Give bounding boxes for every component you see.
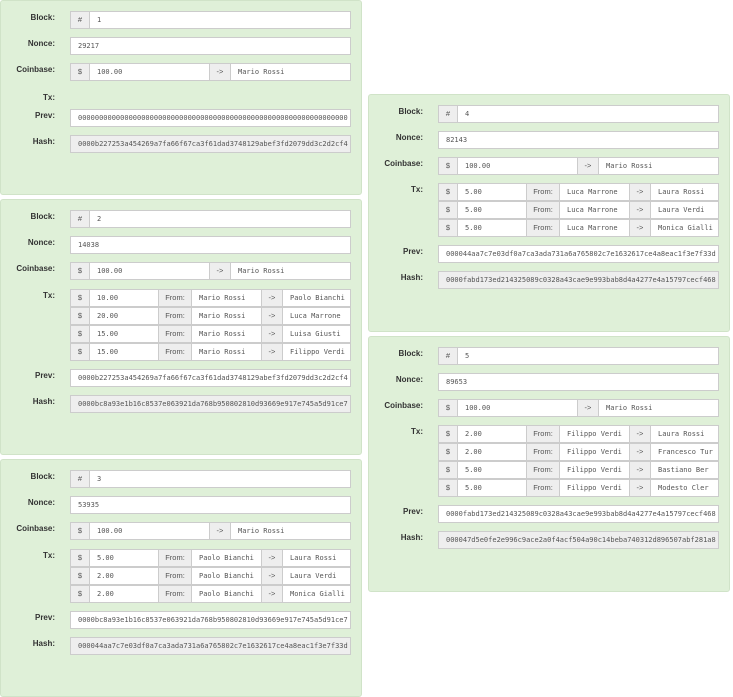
tx-amount-input[interactable]: 20.00 bbox=[89, 307, 159, 325]
dollar-addon: $ bbox=[70, 522, 90, 540]
tx-row bbox=[369, 461, 729, 479]
nonce-input[interactable]: 14038 bbox=[70, 236, 351, 254]
tx-row bbox=[1, 289, 361, 307]
block-row bbox=[1, 470, 361, 488]
coinbase-amount-input[interactable]: 100.00 bbox=[89, 522, 210, 540]
arrow-addon: -> bbox=[261, 289, 283, 307]
nonce-row bbox=[369, 373, 729, 391]
hash-row bbox=[369, 531, 729, 549]
arrow-addon: -> bbox=[629, 461, 651, 479]
from-addon: From: bbox=[158, 585, 192, 603]
hash-label: Hash: bbox=[400, 273, 423, 282]
hash-label: Hash: bbox=[32, 639, 55, 648]
dollar-addon: $ bbox=[438, 443, 458, 461]
from-addon: From: bbox=[158, 549, 192, 567]
tx-row bbox=[1, 343, 361, 361]
nonce-label: Nonce: bbox=[27, 238, 55, 247]
prev-label: Prev: bbox=[402, 507, 423, 516]
from-addon: From: bbox=[158, 325, 192, 343]
block-number-input[interactable]: 2 bbox=[89, 210, 351, 228]
tx-sender-input[interactable]: Paolo Bianchi bbox=[191, 549, 262, 567]
tx-label: Tx: bbox=[43, 551, 55, 560]
block-hash-value: 0000bc8a93e1b16c8537e063921da768b950802810d93669e917e745a5d91ce7 bbox=[70, 395, 351, 413]
coinbase-recipient-input[interactable]: Mario Rossi bbox=[230, 262, 351, 280]
prev-row bbox=[1, 369, 361, 387]
from-addon: From: bbox=[526, 201, 560, 219]
tx-sender-input[interactable]: Paolo Bianchi bbox=[191, 585, 262, 603]
prev-hash-input[interactable]: 000044aa7c7e03df0a7ca3ada731a6a765802c7e1632617ce4a8eac1f3e7f33d bbox=[438, 245, 719, 263]
coinbase-amount-input[interactable]: 100.00 bbox=[89, 262, 210, 280]
dollar-addon: $ bbox=[438, 399, 458, 417]
arrow-addon: -> bbox=[209, 522, 231, 540]
arrow-addon: -> bbox=[261, 567, 283, 585]
hash-label: Hash: bbox=[400, 533, 423, 542]
nonce-row bbox=[369, 131, 729, 149]
arrow-addon: -> bbox=[209, 63, 231, 81]
prev-label: Prev: bbox=[34, 371, 55, 380]
tx-sender-input[interactable]: Mario Rossi bbox=[191, 307, 262, 325]
arrow-addon: -> bbox=[629, 479, 651, 497]
block-label: Block: bbox=[30, 13, 55, 22]
prev-hash-input[interactable]: 0000000000000000000000000000000000000000000000000000000000000000 bbox=[70, 109, 351, 127]
coinbase-row bbox=[1, 262, 361, 280]
tx-sender-input[interactable]: Luca Marrone bbox=[559, 201, 630, 219]
hash-row bbox=[369, 271, 729, 289]
tx-recipient-input[interactable]: Laura Verdi bbox=[650, 201, 719, 219]
nonce-input[interactable]: 82143 bbox=[438, 131, 719, 149]
tx-amount-input[interactable]: 2.00 bbox=[89, 585, 159, 603]
dollar-addon: $ bbox=[438, 479, 458, 497]
tx-recipient-input[interactable]: Laura Rossi bbox=[282, 549, 351, 567]
block-row bbox=[1, 11, 361, 29]
tx-amount-input[interactable]: 5.00 bbox=[457, 461, 527, 479]
prev-label: Prev: bbox=[34, 111, 55, 120]
tx-sender-input[interactable]: Luca Marrone bbox=[559, 219, 630, 237]
arrow-addon: -> bbox=[629, 201, 651, 219]
hash-addon: # bbox=[438, 347, 458, 365]
prev-label: Prev: bbox=[402, 247, 423, 256]
tx-recipient-input[interactable]: Paolo Bianchi bbox=[282, 289, 351, 307]
tx-row bbox=[1, 585, 361, 603]
dollar-addon: $ bbox=[70, 343, 90, 361]
prev-hash-input[interactable]: 0000b227253a454269a7fa66f67ca3f61dad3748129abef3fd2079dd3c2d2cf4 bbox=[70, 369, 351, 387]
arrow-addon: -> bbox=[261, 325, 283, 343]
tx-label-row bbox=[1, 91, 361, 109]
from-addon: From: bbox=[526, 479, 560, 497]
prev-row bbox=[369, 245, 729, 263]
tx-label: Tx: bbox=[411, 427, 423, 436]
coinbase-label: Coinbase: bbox=[384, 159, 423, 168]
from-addon: From: bbox=[158, 343, 192, 361]
tx-sender-input[interactable]: Mario Rossi bbox=[191, 289, 262, 307]
block-label: Block: bbox=[30, 472, 55, 481]
block-label: Block: bbox=[30, 212, 55, 221]
block-row bbox=[1, 210, 361, 228]
arrow-addon: -> bbox=[209, 262, 231, 280]
hash-row bbox=[1, 135, 361, 153]
arrow-addon: -> bbox=[261, 549, 283, 567]
tx-amount-input[interactable]: 5.00 bbox=[89, 549, 159, 567]
tx-sender-input[interactable]: Filippo Verdi bbox=[559, 443, 630, 461]
coinbase-amount-input[interactable]: 100.00 bbox=[89, 63, 210, 81]
coinbase-label: Coinbase: bbox=[384, 401, 423, 410]
hash-label: Hash: bbox=[32, 137, 55, 146]
tx-amount-input[interactable]: 10.00 bbox=[89, 289, 159, 307]
nonce-label: Nonce: bbox=[27, 498, 55, 507]
dollar-addon: $ bbox=[70, 262, 90, 280]
hash-label: Hash: bbox=[32, 397, 55, 406]
tx-label: Tx: bbox=[43, 93, 55, 102]
tx-amount-input[interactable]: 15.00 bbox=[89, 325, 159, 343]
tx-recipient-input[interactable]: Filippo Verdi bbox=[282, 343, 351, 361]
block-card-2 bbox=[0, 199, 362, 455]
coinbase-recipient-input[interactable]: Mario Rossi bbox=[598, 157, 719, 175]
block-number-input[interactable]: 5 bbox=[457, 347, 719, 365]
tx-amount-input[interactable]: 15.00 bbox=[89, 343, 159, 361]
tx-label: Tx: bbox=[43, 291, 55, 300]
dollar-addon: $ bbox=[70, 289, 90, 307]
from-addon: From: bbox=[526, 461, 560, 479]
coinbase-row bbox=[369, 399, 729, 417]
nonce-input[interactable]: 53935 bbox=[70, 496, 351, 514]
dollar-addon: $ bbox=[70, 325, 90, 343]
block-card-4 bbox=[368, 94, 730, 332]
dollar-addon: $ bbox=[438, 219, 458, 237]
tx-sender-input[interactable]: Filippo Verdi bbox=[559, 479, 630, 497]
tx-recipient-input[interactable]: Laura Rossi bbox=[650, 425, 719, 443]
arrow-addon: -> bbox=[629, 219, 651, 237]
nonce-input[interactable]: 89653 bbox=[438, 373, 719, 391]
tx-recipient-input[interactable]: Modesto Cler bbox=[650, 479, 719, 497]
tx-amount-input[interactable]: 5.00 bbox=[457, 479, 527, 497]
tx-amount-input[interactable]: 5.00 bbox=[457, 219, 527, 237]
from-addon: From: bbox=[158, 567, 192, 585]
coinbase-amount-input[interactable]: 100.00 bbox=[457, 399, 578, 417]
tx-amount-input[interactable]: 2.00 bbox=[89, 567, 159, 585]
prev-hash-input[interactable]: 0000bc8a93e1b16c8537e063921da768b950802810d93669e917e745a5d91ce7 bbox=[70, 611, 351, 629]
coinbase-label: Coinbase: bbox=[16, 524, 55, 533]
arrow-addon: -> bbox=[261, 343, 283, 361]
coinbase-label: Coinbase: bbox=[16, 65, 55, 74]
hash-row bbox=[1, 395, 361, 413]
nonce-row bbox=[1, 37, 361, 55]
prev-hash-input[interactable]: 0000fabd173ed214325089c0328a43cae9e993bab8d4a4277e4a15797cecf468 bbox=[438, 505, 719, 523]
tx-sender-input[interactable]: Mario Rossi bbox=[191, 343, 262, 361]
hash-addon: # bbox=[70, 11, 90, 29]
nonce-row bbox=[1, 496, 361, 514]
block-card-3 bbox=[0, 459, 362, 697]
tx-row bbox=[1, 549, 361, 567]
prev-label: Prev: bbox=[34, 613, 55, 622]
nonce-input[interactable]: 29217 bbox=[70, 37, 351, 55]
block-number-input[interactable]: 3 bbox=[89, 470, 351, 488]
block-card-5 bbox=[368, 336, 730, 592]
arrow-addon: -> bbox=[261, 307, 283, 325]
coinbase-recipient-input[interactable]: Mario Rossi bbox=[230, 522, 351, 540]
dollar-addon: $ bbox=[438, 461, 458, 479]
from-addon: From: bbox=[526, 183, 560, 201]
dollar-addon: $ bbox=[70, 307, 90, 325]
from-addon: From: bbox=[526, 425, 560, 443]
tx-sender-input[interactable]: Mario Rossi bbox=[191, 325, 262, 343]
arrow-addon: -> bbox=[577, 157, 599, 175]
block-hash-value: 0000b227253a454269a7fa66f67ca3f61dad3748129abef3fd2079dd3c2d2cf4 bbox=[70, 135, 351, 153]
tx-row bbox=[369, 183, 729, 201]
prev-row bbox=[1, 611, 361, 629]
block-hash-value: 000044aa7c7e03df0a7ca3ada731a6a765802c7e1632617ce4a8eac1f3e7f33d bbox=[70, 637, 351, 655]
dollar-addon: $ bbox=[70, 567, 90, 585]
nonce-row bbox=[1, 236, 361, 254]
tx-sender-input[interactable]: Paolo Bianchi bbox=[191, 567, 262, 585]
tx-recipient-input[interactable]: Bastiano Ber bbox=[650, 461, 719, 479]
from-addon: From: bbox=[526, 219, 560, 237]
dollar-addon: $ bbox=[70, 549, 90, 567]
arrow-addon: -> bbox=[629, 443, 651, 461]
tx-recipient-input[interactable]: Luca Marrone bbox=[282, 307, 351, 325]
prev-row bbox=[1, 109, 361, 127]
arrow-addon: -> bbox=[629, 425, 651, 443]
tx-row bbox=[369, 443, 729, 461]
block-card-1 bbox=[0, 0, 362, 195]
from-addon: From: bbox=[158, 307, 192, 325]
hash-row bbox=[1, 637, 361, 655]
dollar-addon: $ bbox=[70, 63, 90, 81]
hash-addon: # bbox=[70, 470, 90, 488]
dollar-addon: $ bbox=[438, 157, 458, 175]
tx-label: Tx: bbox=[411, 185, 423, 194]
dollar-addon: $ bbox=[438, 425, 458, 443]
block-number-input[interactable]: 1 bbox=[89, 11, 351, 29]
tx-recipient-input[interactable]: Laura Rossi bbox=[650, 183, 719, 201]
arrow-addon: -> bbox=[261, 585, 283, 603]
coinbase-row bbox=[1, 522, 361, 540]
tx-recipient-input[interactable]: Francesco Tur bbox=[650, 443, 719, 461]
tx-row bbox=[369, 425, 729, 443]
block-hash-value: 000047d5e0fe2e996c9ace2a0f4acf504a90c14beba740312d896507abf281a8 bbox=[438, 531, 719, 549]
block-label: Block: bbox=[398, 349, 423, 358]
tx-sender-input[interactable]: Filippo Verdi bbox=[559, 461, 630, 479]
tx-row bbox=[369, 219, 729, 237]
tx-row bbox=[369, 201, 729, 219]
from-addon: From: bbox=[158, 289, 192, 307]
from-addon: From: bbox=[526, 443, 560, 461]
dollar-addon: $ bbox=[438, 201, 458, 219]
nonce-label: Nonce: bbox=[27, 39, 55, 48]
hash-addon: # bbox=[70, 210, 90, 228]
tx-recipient-input[interactable]: Luisa Giusti bbox=[282, 325, 351, 343]
tx-row bbox=[1, 567, 361, 585]
tx-row bbox=[1, 325, 361, 343]
block-number-input[interactable]: 4 bbox=[457, 105, 719, 123]
coinbase-row bbox=[1, 63, 361, 81]
coinbase-row bbox=[369, 157, 729, 175]
coinbase-recipient-input[interactable]: Mario Rossi bbox=[598, 399, 719, 417]
coinbase-label: Coinbase: bbox=[16, 264, 55, 273]
coinbase-amount-input[interactable]: 100.00 bbox=[457, 157, 578, 175]
tx-amount-input[interactable]: 2.00 bbox=[457, 425, 527, 443]
prev-row bbox=[369, 505, 729, 523]
tx-row bbox=[369, 479, 729, 497]
nonce-label: Nonce: bbox=[395, 375, 423, 384]
dollar-addon: $ bbox=[438, 183, 458, 201]
tx-amount-input[interactable]: 5.00 bbox=[457, 183, 527, 201]
arrow-addon: -> bbox=[629, 183, 651, 201]
block-label: Block: bbox=[398, 107, 423, 116]
dollar-addon: $ bbox=[70, 585, 90, 603]
block-hash-value: 0000fabd173ed214325089c0328a43cae9e993bab8d4a4277e4a15797cecf468 bbox=[438, 271, 719, 289]
tx-row bbox=[1, 307, 361, 325]
tx-amount-input[interactable]: 5.00 bbox=[457, 201, 527, 219]
block-row bbox=[369, 105, 729, 123]
hash-addon: # bbox=[438, 105, 458, 123]
tx-recipient-input[interactable]: Monica Gialli bbox=[650, 219, 719, 237]
nonce-label: Nonce: bbox=[395, 133, 423, 142]
tx-amount-input[interactable]: 2.00 bbox=[457, 443, 527, 461]
tx-sender-input[interactable]: Luca Marrone bbox=[559, 183, 630, 201]
tx-recipient-input[interactable]: Laura Verdi bbox=[282, 567, 351, 585]
tx-recipient-input[interactable]: Monica Gialli bbox=[282, 585, 351, 603]
arrow-addon: -> bbox=[577, 399, 599, 417]
block-row bbox=[369, 347, 729, 365]
tx-sender-input[interactable]: Filippo Verdi bbox=[559, 425, 630, 443]
coinbase-recipient-input[interactable]: Mario Rossi bbox=[230, 63, 351, 81]
